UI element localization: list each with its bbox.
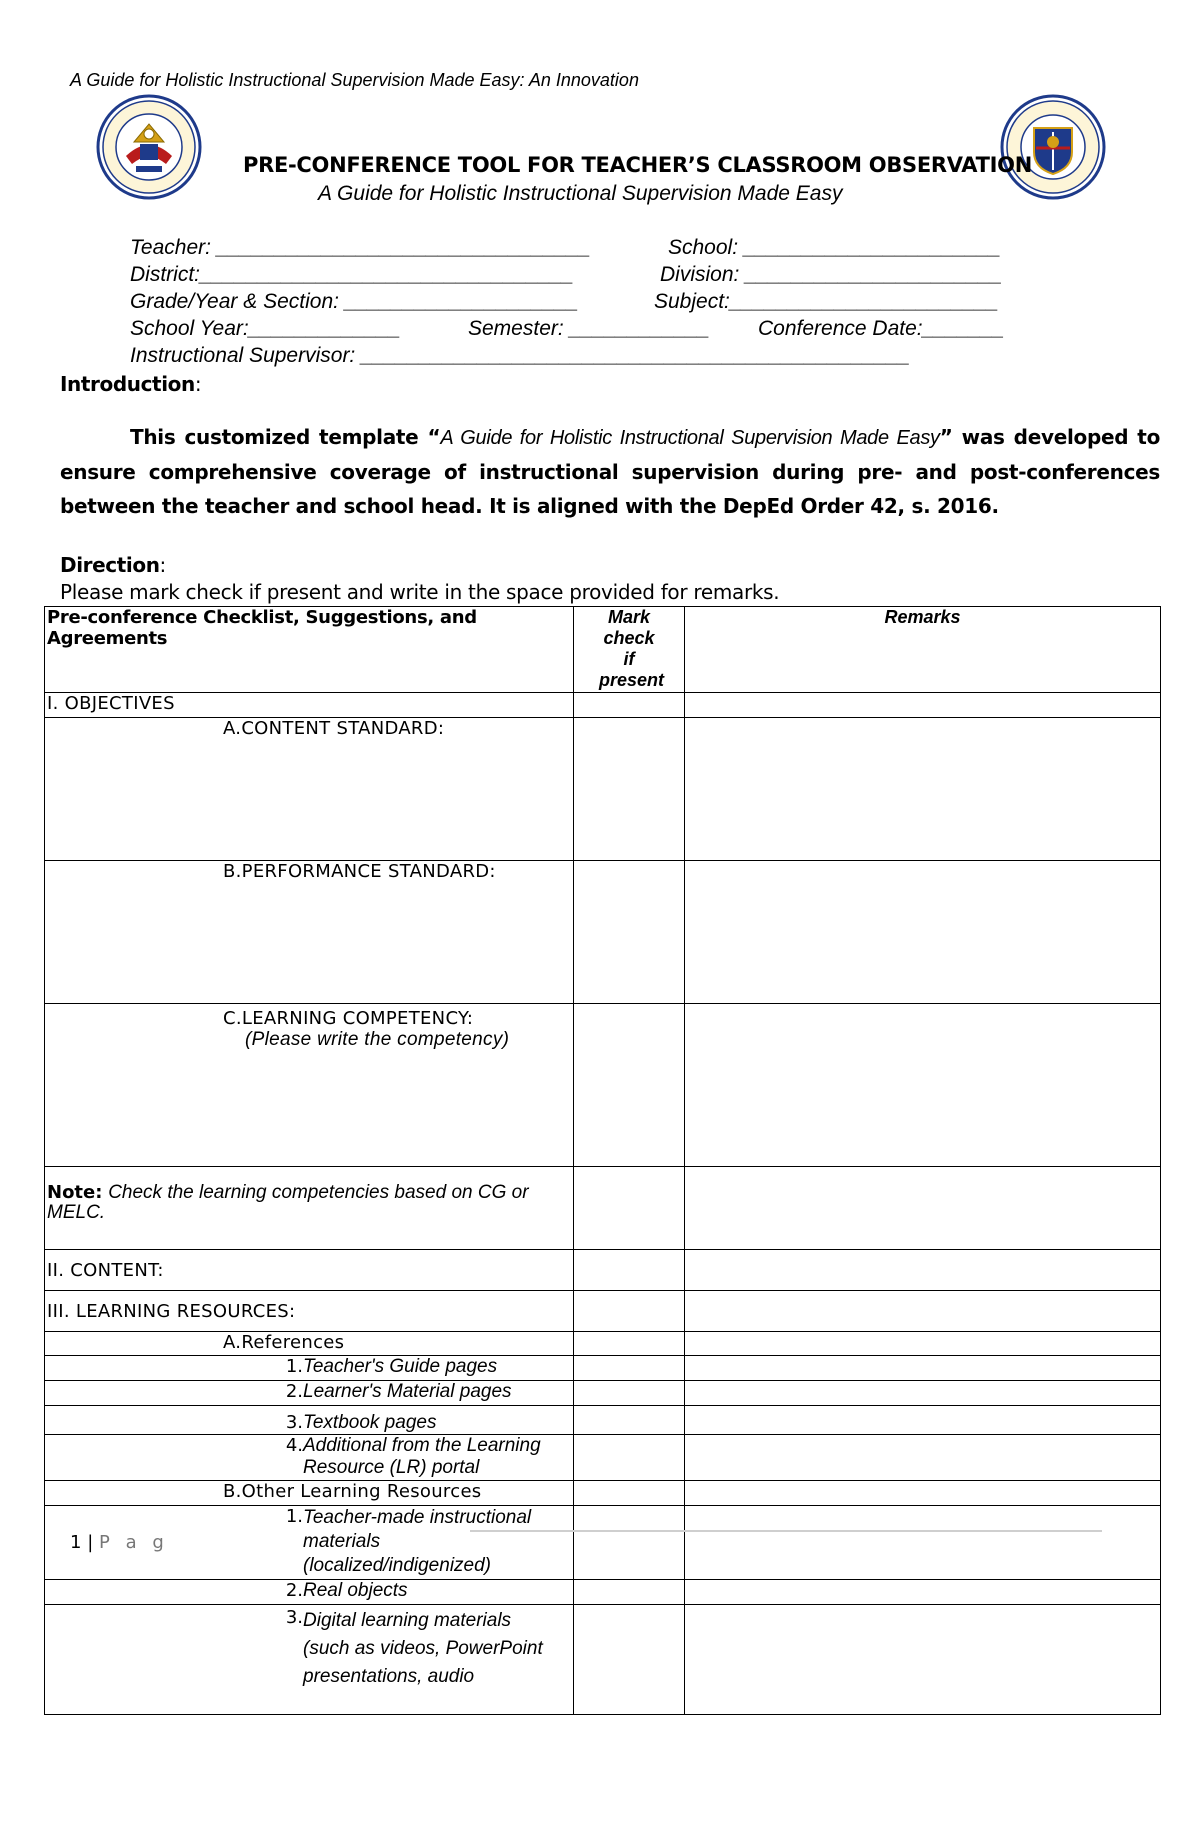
table-row [45,1167,1161,1250]
section-content: II. CONTENT: [45,1250,574,1291]
grade-section-field: Grade/Year & Section: ____________________ [130,290,579,313]
remarks-cell[interactable] [685,1605,1161,1715]
note-text: Check the learning competencies based on CG or MELC. [47,1182,529,1223]
remarks-cell[interactable] [685,1381,1161,1406]
table-row [45,1506,1161,1580]
mark-cell[interactable] [574,1356,685,1381]
remarks-cell[interactable] [685,1167,1161,1250]
footer-divider [470,1530,1102,1532]
header-checklist: Pre-conference Checklist, Suggestions, and Agreements [45,607,574,693]
mark-cell[interactable] [574,1506,685,1580]
mark-cell[interactable] [574,1580,685,1605]
table-row [45,1605,1161,1715]
learning-competency-cell [45,1004,574,1167]
table-row [45,1291,1161,1332]
mark-cell[interactable] [574,1406,685,1435]
remarks-cell[interactable] [685,1291,1161,1332]
remarks-cell[interactable] [685,1580,1161,1605]
performance-standard-label: B.PERFORMANCE STANDARD: [45,861,574,1004]
remarks-cell[interactable] [685,1332,1161,1356]
table-row [45,861,1161,1004]
introduction-paragraph: This customized template “A Guide for Holistic Instructional Supervision Made Easy” was developed to ensure comprehensive coverage of instructional supervision during pre- and post-conferences between the teacher and school head. It is aligned with the DepEd Order 42, s. 2016. [60,425,1161,518]
school-field: School: ______________________ [668,236,1001,259]
table-row [45,693,1161,718]
table-row [45,1332,1161,1356]
table-row [45,1435,1161,1481]
mark-cell[interactable] [574,1250,685,1291]
ref-item: 4.Additional from the Learning Resource (LR) portal [45,1435,574,1481]
mark-cell[interactable] [574,1435,685,1481]
section-learning-resources: III. LEARNING RESOURCES: [45,1291,574,1332]
mark-cell[interactable] [574,1291,685,1332]
mark-cell[interactable] [574,1332,685,1356]
remarks-cell[interactable] [685,1506,1161,1580]
content-standard-label: A.CONTENT STANDARD: [45,718,574,861]
mark-cell[interactable] [574,693,685,718]
note-cell [45,1167,574,1250]
header-mark-check: Mark check if present [574,607,685,693]
ref-item: 1.Teacher's Guide pages [45,1356,574,1381]
table-row [45,1356,1161,1381]
mark-cell[interactable] [574,1605,685,1715]
remarks-cell[interactable] [685,861,1161,1004]
table-header-row [45,607,1161,693]
note-label: Note: [47,1182,103,1203]
kagawaran-seal-icon [1000,94,1106,200]
remarks-cell[interactable] [685,1435,1161,1481]
running-title: A Guide for Holistic Instructional Supervision Made Easy: An Innovation [70,70,639,90]
references-label: A.References [45,1332,574,1356]
division-field: Division: ______________________ [660,263,1003,286]
header-remarks: Remarks [685,607,1161,693]
ref-item: 2.Learner's Material pages [45,1381,574,1406]
page-subtitle: A Guide for Holistic Instructional Supervision Made Easy [318,182,843,205]
mark-cell[interactable] [574,1481,685,1506]
mark-cell[interactable] [574,1004,685,1167]
other-item: 3.Digital learning materials (such as videos, PowerPoint presentations, audio [45,1605,574,1715]
other-item: 2.Real objects [45,1580,574,1605]
page-title: PRE-CONFERENCE TOOL FOR TEACHER’S CLASSROOM OBSERVATION [243,153,1032,177]
remarks-cell[interactable] [685,1481,1161,1506]
other-resources-label: B.Other Learning Resources [45,1481,574,1506]
table-row [45,1580,1161,1605]
introduction-heading: Introduction: [60,372,202,396]
subject-field: Subject:_______________________ [654,290,999,313]
deped-seal-icon [96,94,202,200]
mark-cell[interactable] [574,861,685,1004]
semester-field: Semester: ____________ [468,317,710,340]
supervisor-field: Instructional Supervisor: _______________________________________________ [130,344,911,367]
teacher-field: Teacher: ________________________________ [130,236,591,259]
section-objectives: I. OBJECTIVES [45,693,574,718]
mark-cell[interactable] [574,1167,685,1250]
table-row [45,1406,1161,1435]
remarks-cell[interactable] [685,1250,1161,1291]
school-year-field: School Year:_____________ [130,317,401,340]
table-row [45,1481,1161,1506]
competency-hint: (Please write the competency) [245,1029,510,1050]
ref-item: 3.Textbook pages [45,1406,574,1435]
learning-competency-label: C.LEARNING COMPETENCY: [223,1008,474,1029]
conference-date-field: Conference Date:_______ [758,317,1005,340]
checklist-table [44,606,1161,1715]
direction-heading: Direction: [60,553,166,577]
remarks-cell[interactable] [685,1356,1161,1381]
remarks-cell[interactable] [685,1004,1161,1167]
remarks-cell[interactable] [685,1406,1161,1435]
page-footer: 1 | P a g [70,1532,169,1553]
mark-cell[interactable] [574,1381,685,1406]
table-row [45,1381,1161,1406]
remarks-cell[interactable] [685,693,1161,718]
direction-text: Please mark check if present and write in the space provided for remarks. [60,580,780,604]
district-field: District:________________________________ [130,263,574,286]
table-row [45,718,1161,861]
remarks-cell[interactable] [685,718,1161,861]
table-row [45,1004,1161,1167]
mark-cell[interactable] [574,718,685,861]
table-row [45,1250,1161,1291]
other-item: 1.Teacher-made instructional materials (localized/indigenized) [45,1506,574,1580]
